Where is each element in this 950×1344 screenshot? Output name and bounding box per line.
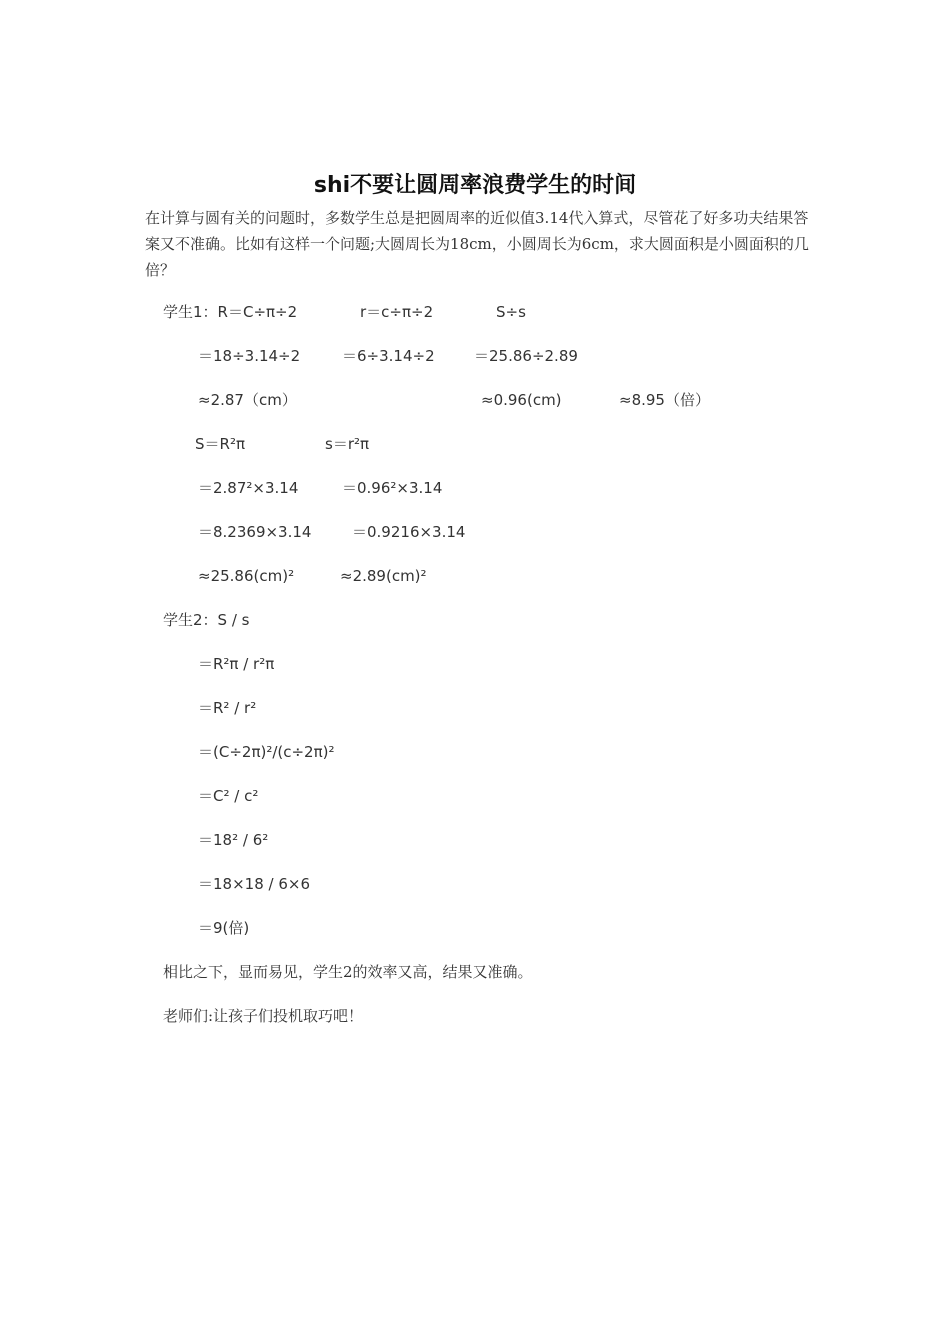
student1-big-area-step2: ＝8.2369×3.14 bbox=[198, 523, 312, 541]
page-title: shi不要让圆周率浪费学生的时间 bbox=[313, 173, 637, 198]
student1-ratio-step: ＝25.86÷2.89 bbox=[474, 347, 578, 365]
student1-small-area-step1: ＝0.96²×3.14 bbox=[342, 479, 443, 497]
student1-ratio-formula: S÷s bbox=[496, 303, 526, 321]
student2-step: ＝9(倍) bbox=[198, 919, 250, 937]
conclusion-text: 相比之下，显而易见，学生2的效率又高，结果又准确。 bbox=[163, 963, 533, 981]
closing-text: 老师们:让孩子们投机取巧吧！ bbox=[163, 1007, 364, 1025]
student2-step: ＝(C÷2π)²/(c÷2π)² bbox=[198, 743, 335, 761]
student1-small-radius-formula: r＝c÷π÷2 bbox=[360, 303, 434, 321]
student2-step: ＝C² / c² bbox=[198, 787, 259, 805]
student1-big-area-step1: ＝2.87²×3.14 bbox=[198, 479, 299, 497]
student1-small-area-step2: ＝0.9216×3.14 bbox=[352, 523, 466, 541]
student2-step: ＝R² / r² bbox=[198, 699, 257, 717]
student2-step: ＝18² / 6² bbox=[198, 831, 269, 849]
student1-small-radius-step: ＝6÷3.14÷2 bbox=[342, 347, 435, 365]
student1-ratio-result: ≈8.95（倍） bbox=[619, 391, 710, 409]
student1-label: 学生1：R＝C÷π÷2 bbox=[163, 303, 298, 321]
student1-big-area-result: ≈25.86(cm)² bbox=[198, 567, 295, 585]
student1-small-radius-result: ≈0.96(cm) bbox=[481, 391, 562, 409]
student2-step: ＝R²π / r²π bbox=[198, 655, 275, 673]
student1-small-area-result: ≈2.89(cm)² bbox=[340, 567, 427, 585]
student1-big-radius-result: ≈2.87（cm） bbox=[198, 391, 297, 409]
student2-label: 学生2：S / s bbox=[163, 611, 250, 629]
student1-big-area-formula: S＝R²π bbox=[195, 435, 245, 453]
student1-small-area-formula: s＝r²π bbox=[325, 435, 370, 453]
intro-paragraph: 在计算与圆有关的问题时，多数学生总是把圆周率的近似值3.14代入算式，尽管花了好多功夫结果答案又不准确。比如有这样一个问题;大圆周长为18cm，小圆周长为6cm，求大圆面积是小圆面积的几倍？ bbox=[145, 209, 809, 279]
student2-step: ＝18×18 / 6×6 bbox=[198, 875, 310, 893]
student1-big-radius-step: ＝18÷3.14÷2 bbox=[198, 347, 301, 365]
